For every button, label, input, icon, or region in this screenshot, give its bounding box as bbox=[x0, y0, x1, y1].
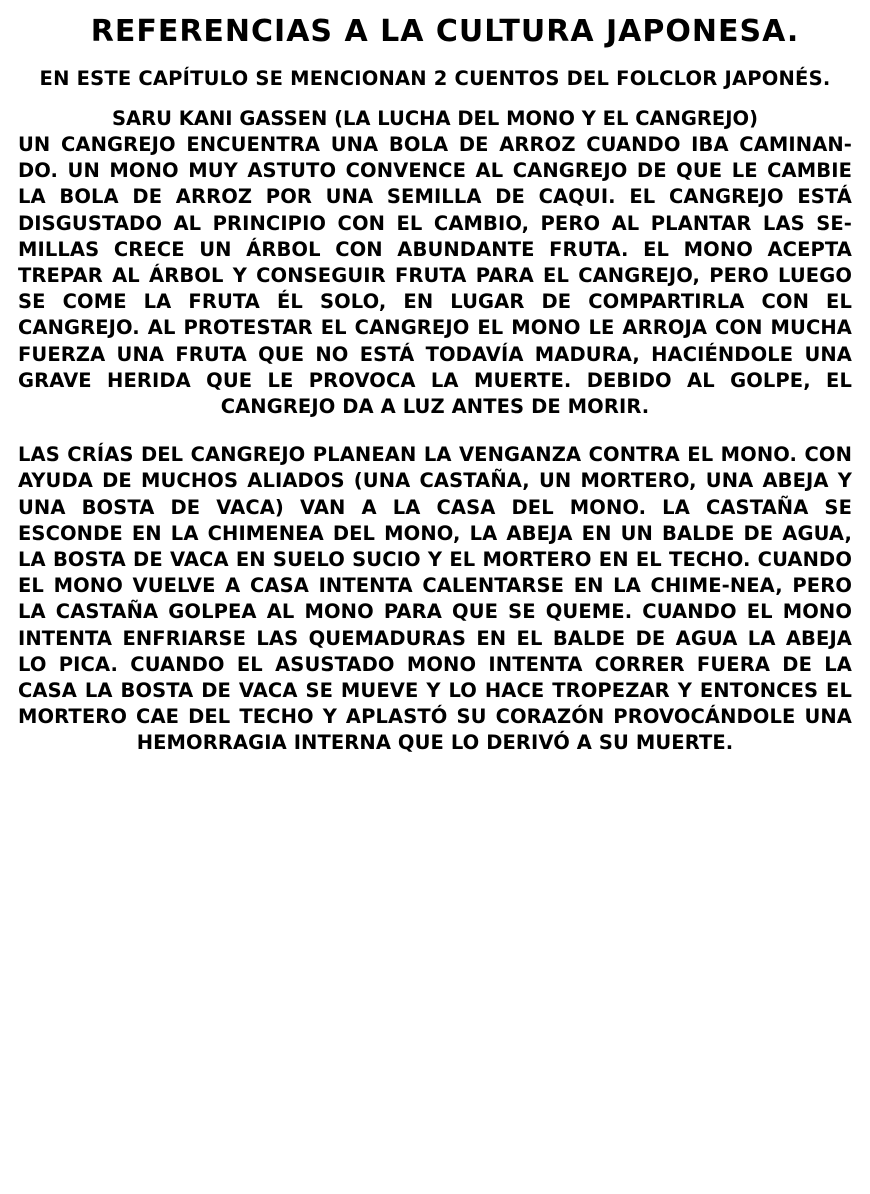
document-page bbox=[18, 12, 852, 757]
story-paragraph-1: UN CANGREJO ENCUENTRA UNA BOLA DE ARROZ CUANDO IBA CAMINAN-DO. UN MONO MUY ASTUTO CONVENCE AL CANGREJO DE QUE LE CAMBIE LA BOLA DE ARROZ POR UNA SEMILLA DE CAQUI. EL CANGREJO ESTÁ DISGUSTADO AL PRINCIPIO CON EL CAMBIO, PERO AL PLANTAR LAS SE-MILLAS CRECE UN ÁRBOL CON ABUNDANTE FRUTA. EL MONO ACEPTA TREPAR AL ÁRBOL Y CONSEGUIR FRUTA PARA EL CANGREJO, PERO LUEGO SE COME LA FRUTA ÉL SOLO, EN LUGAR DE COMPARTIRLA CON EL CANGREJO. AL PROTESTAR EL CANGREJO EL MONO LE ARROJA CON MUCHA FUERZA UNA FRUTA QUE NO ESTÁ TODAVÍA MADURA, HACIÉNDOLE UNA GRAVE HERIDA QUE LE PROVOCA LA MUERTE. DEBIDO AL GOLPE, EL CANGREJO DA A LUZ ANTES DE MORIR. bbox=[18, 133, 852, 419]
story-paragraph-2: LAS CRÍAS DEL CANGREJO PLANEAN LA VENGANZA CONTRA EL MONO. CON AYUDA DE MUCHOS ALIADOS (UNA CASTAÑA, UN MORTERO, UNA ABEJA Y UNA BOSTA DE VACA) VAN A LA CASA DEL MONO. LA CASTAÑA SE ESCONDE EN LA CHIMENEA DEL MONO, LA ABEJA EN UN BALDE DE AGUA, LA BOSTA DE VACA EN SUELO SUCIO Y EL MORTERO EN EL TECHO. CUANDO EL MONO VUELVE A CASA INTENTA CALENTARSE EN LA CHIME-NEA, PERO LA CASTAÑA GOLPEA AL MONO PARA QUE SE QUEME. CUANDO EL MONO INTENTA ENFRIARSE LAS QUEMADURAS EN EL BALDE DE AGUA LA ABEJA LO PICA. CUANDO EL ASUSTADO MONO INTENTA CORRER FUERA DE LA CASA LA BOSTA DE VACA SE MUEVE Y LO HACE TROPEZAR Y ENTONCES EL MORTERO CAE DEL TECHO Y APLASTÓ SU CORAZÓN PROVOCÁNDOLE UNA HEMORRAGIA INTERNA QUE LO DERIVÓ A SU MUERTE. bbox=[18, 443, 852, 755]
page-title: REFERENCIAS A LA CULTURA JAPONESA. bbox=[90, 14, 800, 49]
story-title: SARU KANI GASSEN (LA LUCHA DEL MONO Y EL CANGREJO) bbox=[111, 107, 758, 130]
intro-text: EN ESTE CAPÍTULO SE MENCIONAN 2 CUENTOS DEL FOLCLOR JAPONÉS. bbox=[39, 67, 831, 90]
